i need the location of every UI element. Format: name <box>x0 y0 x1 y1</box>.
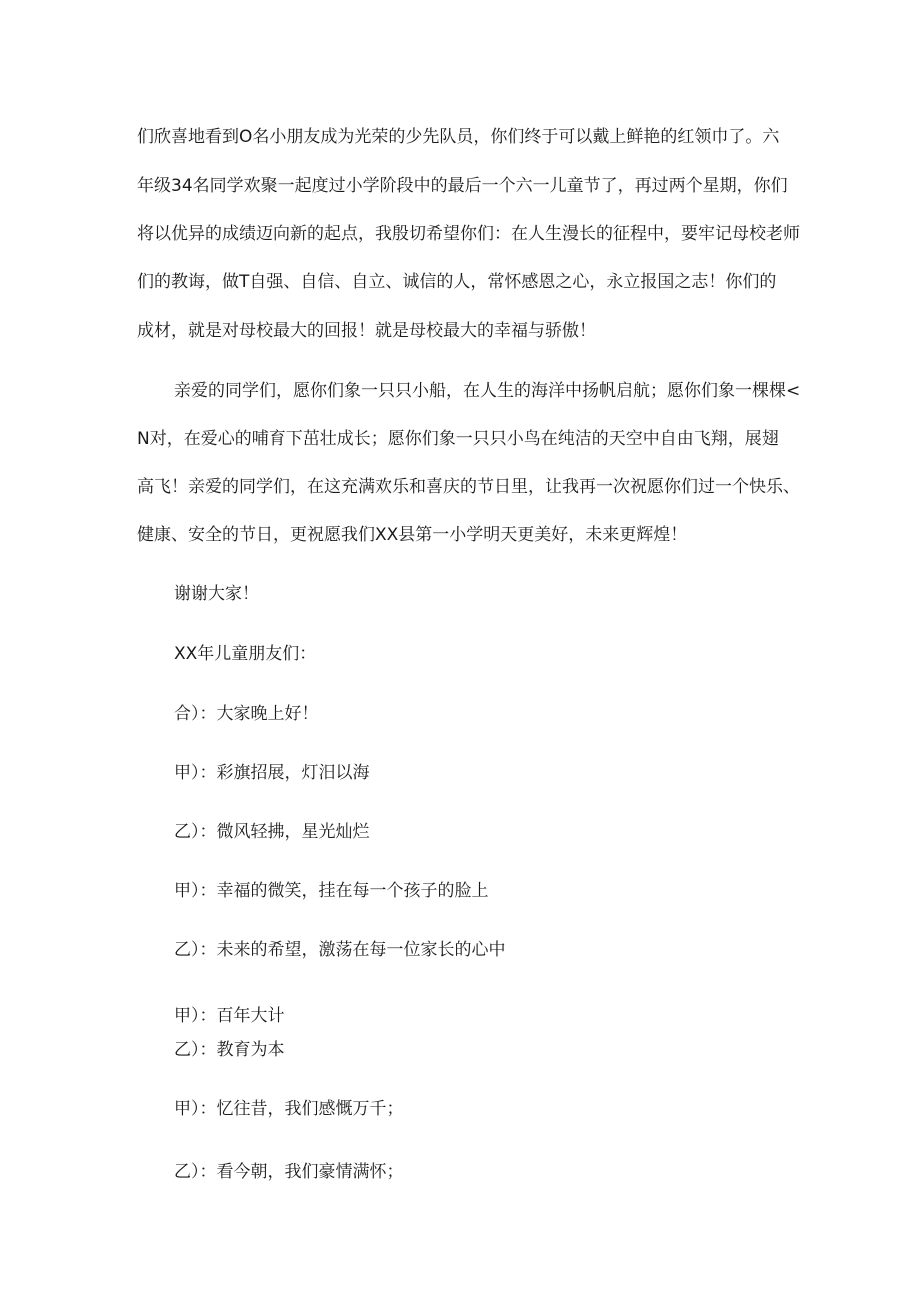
dialogue-line: 甲）：百年大计 <box>174 1006 285 1026</box>
paragraph-line: 健康、安全的节日，更祝愿我们XX县第一小学明天更美好，未来更辉煌！ <box>137 525 688 545</box>
dialogue-line: 合）：大家晚上好！ <box>174 704 319 724</box>
dialogue-line: 乙）：教育为本 <box>174 1040 285 1060</box>
paragraph-line: 们欣喜地看到O名小朋友成为光荣的少先队员，你们终于可以戴上鲜艳的红领巾了。六 <box>137 127 780 147</box>
dialogue-line: 乙）：微风轻拂，星光灿烂 <box>174 822 370 842</box>
closing-text: 谢谢大家！ <box>174 584 259 604</box>
dialogue-line: 甲）：忆往昔，我们感慨万千； <box>174 1099 404 1119</box>
dialogue-line: 甲）：幸福的微笑，挂在每一个孩子的脸上 <box>174 881 489 901</box>
paragraph-line: 亲爱的同学们，愿你们象一只只小船，在人生的海洋中扬帆启航；愿你们象一棵棵< <box>174 381 801 401</box>
dialogue-line: 乙）：看今朝，我们豪情满怀； <box>174 1162 404 1182</box>
paragraph-line: 将以优异的成绩迈向新的起点，我殷切希望你们：在人生漫长的征程中，要牢记母校老师 <box>137 224 800 244</box>
paragraph-line: 高飞！亲爱的同学们，在这充满欢乐和喜庆的节日里，让我再一次祝愿你们过一个快乐、 <box>137 477 800 497</box>
dialogue-line: 乙）：未来的希望，激荡在每一位家长的心中 <box>174 940 506 960</box>
paragraph-line: 成材，就是对母校最大的回报！就是母校最大的幸福与骄傲！ <box>137 321 596 341</box>
dialogue-line: 甲）：彩旗招展，灯汨以海 <box>174 763 370 783</box>
paragraph-line: 年级34名同学欢聚一起度过小学阶段中的最后一个六一儿童节了，再过两个星期，你们 <box>137 176 788 196</box>
paragraph-line: N对，在爱心的哺育下茁壮成长；愿你们象一只只小鸟在纯洁的天空中自由飞翔，展翅 <box>137 429 779 449</box>
section-heading: XX年儿童朋友们： <box>174 644 317 664</box>
paragraph-line: 们的教诲，做T自强、自信、自立、诚信的人，常怀感恩之心，永立报国之志！你们的 <box>137 272 777 292</box>
